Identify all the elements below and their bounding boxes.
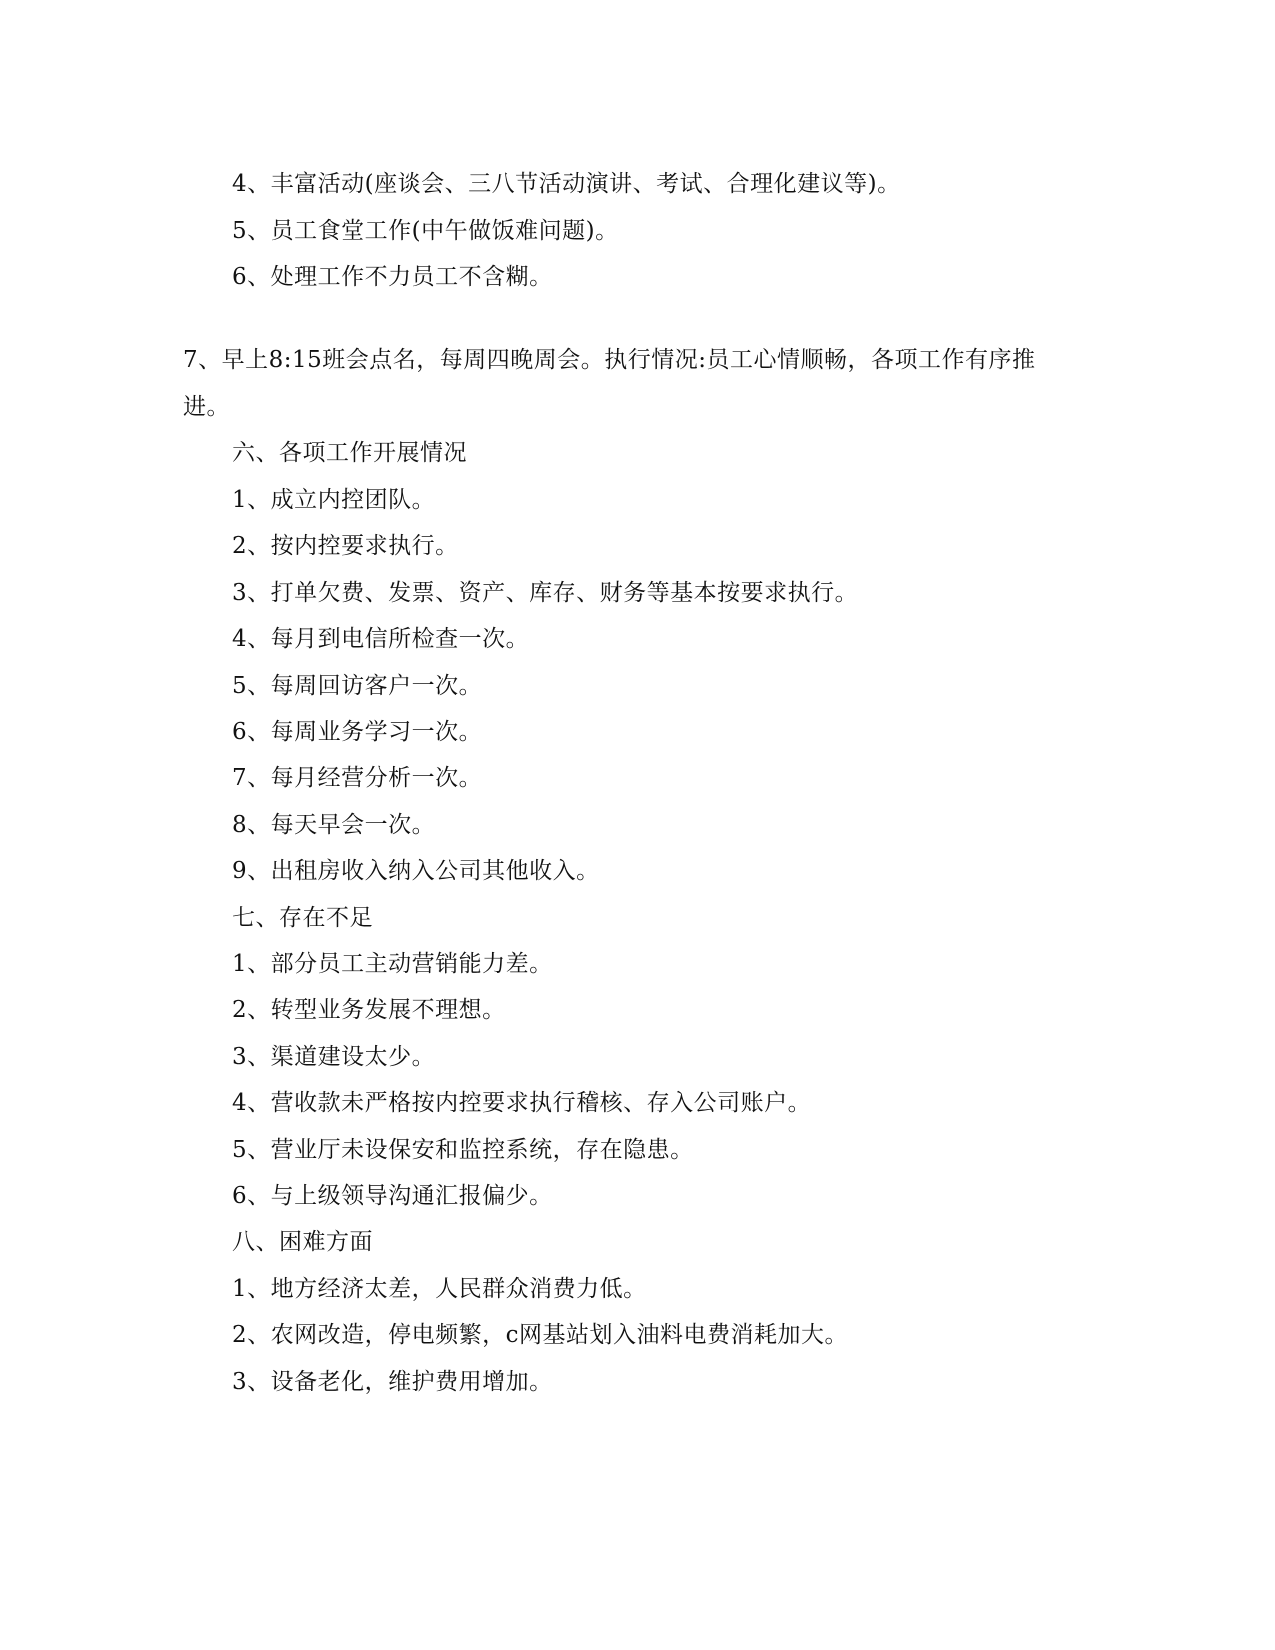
text-line: 4、营收款未严格按内控要求执行稽核、存入公司账户。 bbox=[232, 1090, 812, 1116]
text-line: 进。 bbox=[183, 394, 230, 420]
text-line: 5、每周回访客户一次。 bbox=[232, 673, 483, 699]
text-line: 9、出租房收入纳入公司其他收入。 bbox=[232, 858, 600, 884]
text-line: 3、渠道建设太少。 bbox=[232, 1044, 436, 1070]
text-line: 3、打单欠费、发票、资产、库存、财务等基本按要求执行。 bbox=[232, 580, 859, 606]
text-line: 5、员工食堂工作(中午做饭难问题)。 bbox=[232, 218, 619, 244]
text-line: 7、每月经营分析一次。 bbox=[232, 765, 483, 791]
section-heading: 七、存在不足 bbox=[232, 905, 373, 931]
text-line: 6、处理工作不力员工不含糊。 bbox=[232, 264, 553, 290]
text-line: 1、成立内控团队。 bbox=[232, 487, 436, 513]
text-line: 2、按内控要求执行。 bbox=[232, 533, 459, 559]
section-heading: 六、各项工作开展情况 bbox=[232, 440, 467, 466]
text-line: 7、早上8:15班会点名，每周四晚周会。执行情况:员工心情顺畅，各项工作有序推 bbox=[183, 347, 1036, 373]
text-line: 8、每天早会一次。 bbox=[232, 812, 436, 838]
text-line: 6、每周业务学习一次。 bbox=[232, 719, 483, 745]
text-line: 6、与上级领导沟通汇报偏少。 bbox=[232, 1183, 553, 1209]
text-line: 2、农网改造，停电频繁，c网基站划入油料电费消耗加大。 bbox=[232, 1322, 849, 1348]
text-line: 5、营业厅未设保安和监控系统，存在隐患。 bbox=[232, 1137, 694, 1163]
text-line: 4、丰富活动(座谈会、三八节活动演讲、考试、合理化建议等)。 bbox=[232, 171, 901, 197]
section-heading: 八、困难方面 bbox=[232, 1229, 373, 1255]
text-line: 4、每月到电信所检查一次。 bbox=[232, 626, 530, 652]
text-line: 1、部分员工主动营销能力差。 bbox=[232, 951, 553, 977]
text-line: 3、设备老化，维护费用增加。 bbox=[232, 1369, 553, 1395]
text-line: 1、地方经济太差，人民群众消费力低。 bbox=[232, 1276, 647, 1302]
text-line: 2、转型业务发展不理想。 bbox=[232, 997, 506, 1023]
